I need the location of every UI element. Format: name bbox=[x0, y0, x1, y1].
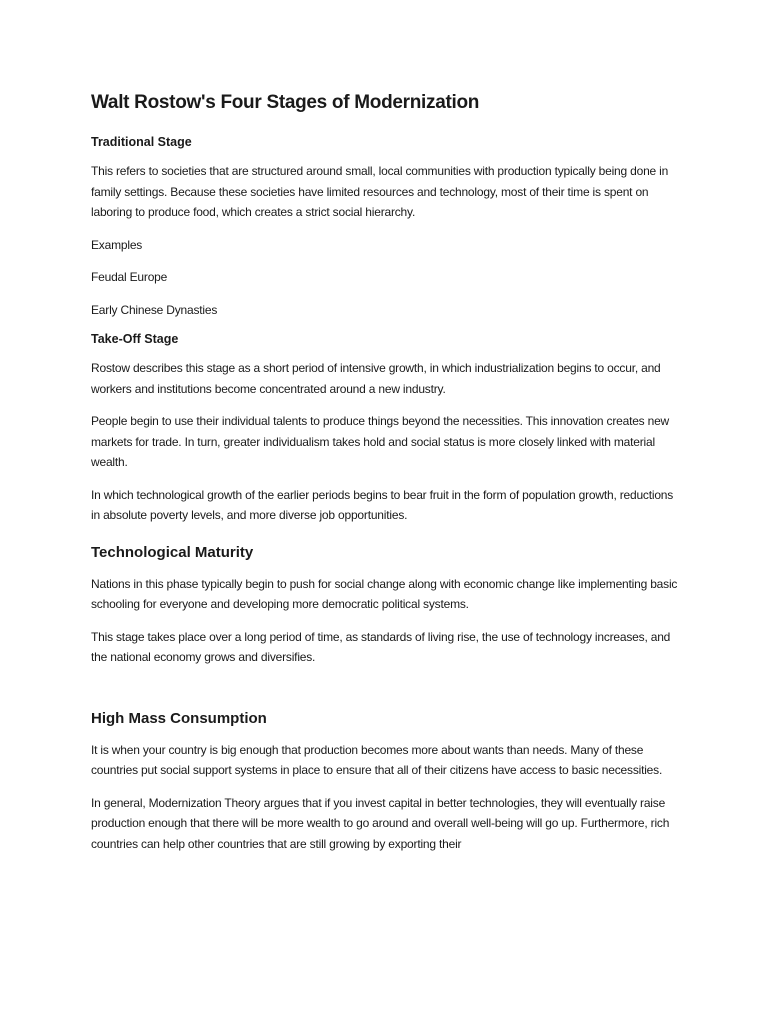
section-heading-traditional: Traditional Stage bbox=[91, 135, 192, 149]
paragraph: This stage takes place over a long period of time, as standards of living rise, the use of technology increases, and the national economy grows and diversifies. bbox=[91, 629, 671, 664]
paragraph: It is when your country is big enough that production becomes more about wants than needs. Many of these countries put social support systems in place to ensure that all of their citizens have access to basic necessities. bbox=[91, 742, 663, 777]
example-item: Feudal Europe bbox=[91, 270, 168, 284]
document-page bbox=[91, 92, 681, 866]
paragraph: Rostow describes this stage as a short period of intensive growth, in which industrialization begins to occur, and workers and institutions become concentrated around a new industry. bbox=[91, 361, 661, 396]
examples-label: Examples bbox=[91, 237, 143, 252]
spacer bbox=[91, 680, 681, 710]
section-heading-takeoff: Take-Off Stage bbox=[91, 332, 179, 346]
section-heading-mass-consumption: High Mass Consumption bbox=[91, 709, 267, 727]
paragraph: In general, Modernization Theory argues that if you invest capital in better technologies, they will eventually raise production enough that there will be more wealth to go around and overall well-being will go up. Furthermore, rich countries can help other countries that are still growing by exporting their bbox=[91, 795, 670, 851]
paragraph: Nations in this phase typically begin to push for social change along with economic change like implementing basic schooling for everyone and developing more democratic political systems. bbox=[91, 576, 678, 611]
paragraph: This refers to societies that are structured around small, local communities with production typically being done in family settings. Because these societies have limited resources and technology, most of their time is spent on laboring to produce food, which creates a strict social hierarchy. bbox=[91, 164, 669, 219]
document-title: Walt Rostow's Four Stages of Modernization bbox=[91, 92, 480, 113]
paragraph: People begin to use their individual talents to produce things beyond the necessities. This innovation creates new markets for trade. In turn, greater individualism takes hold and social status is more closely linked with material wealth. bbox=[91, 414, 670, 469]
section-heading-maturity: Technological Maturity bbox=[91, 543, 254, 561]
example-item: Early Chinese Dynasties bbox=[91, 302, 218, 317]
paragraph: In which technological growth of the earlier periods begins to bear fruit in the form of population growth, reductions in absolute poverty levels, and more diverse job opportunities. bbox=[91, 487, 674, 522]
